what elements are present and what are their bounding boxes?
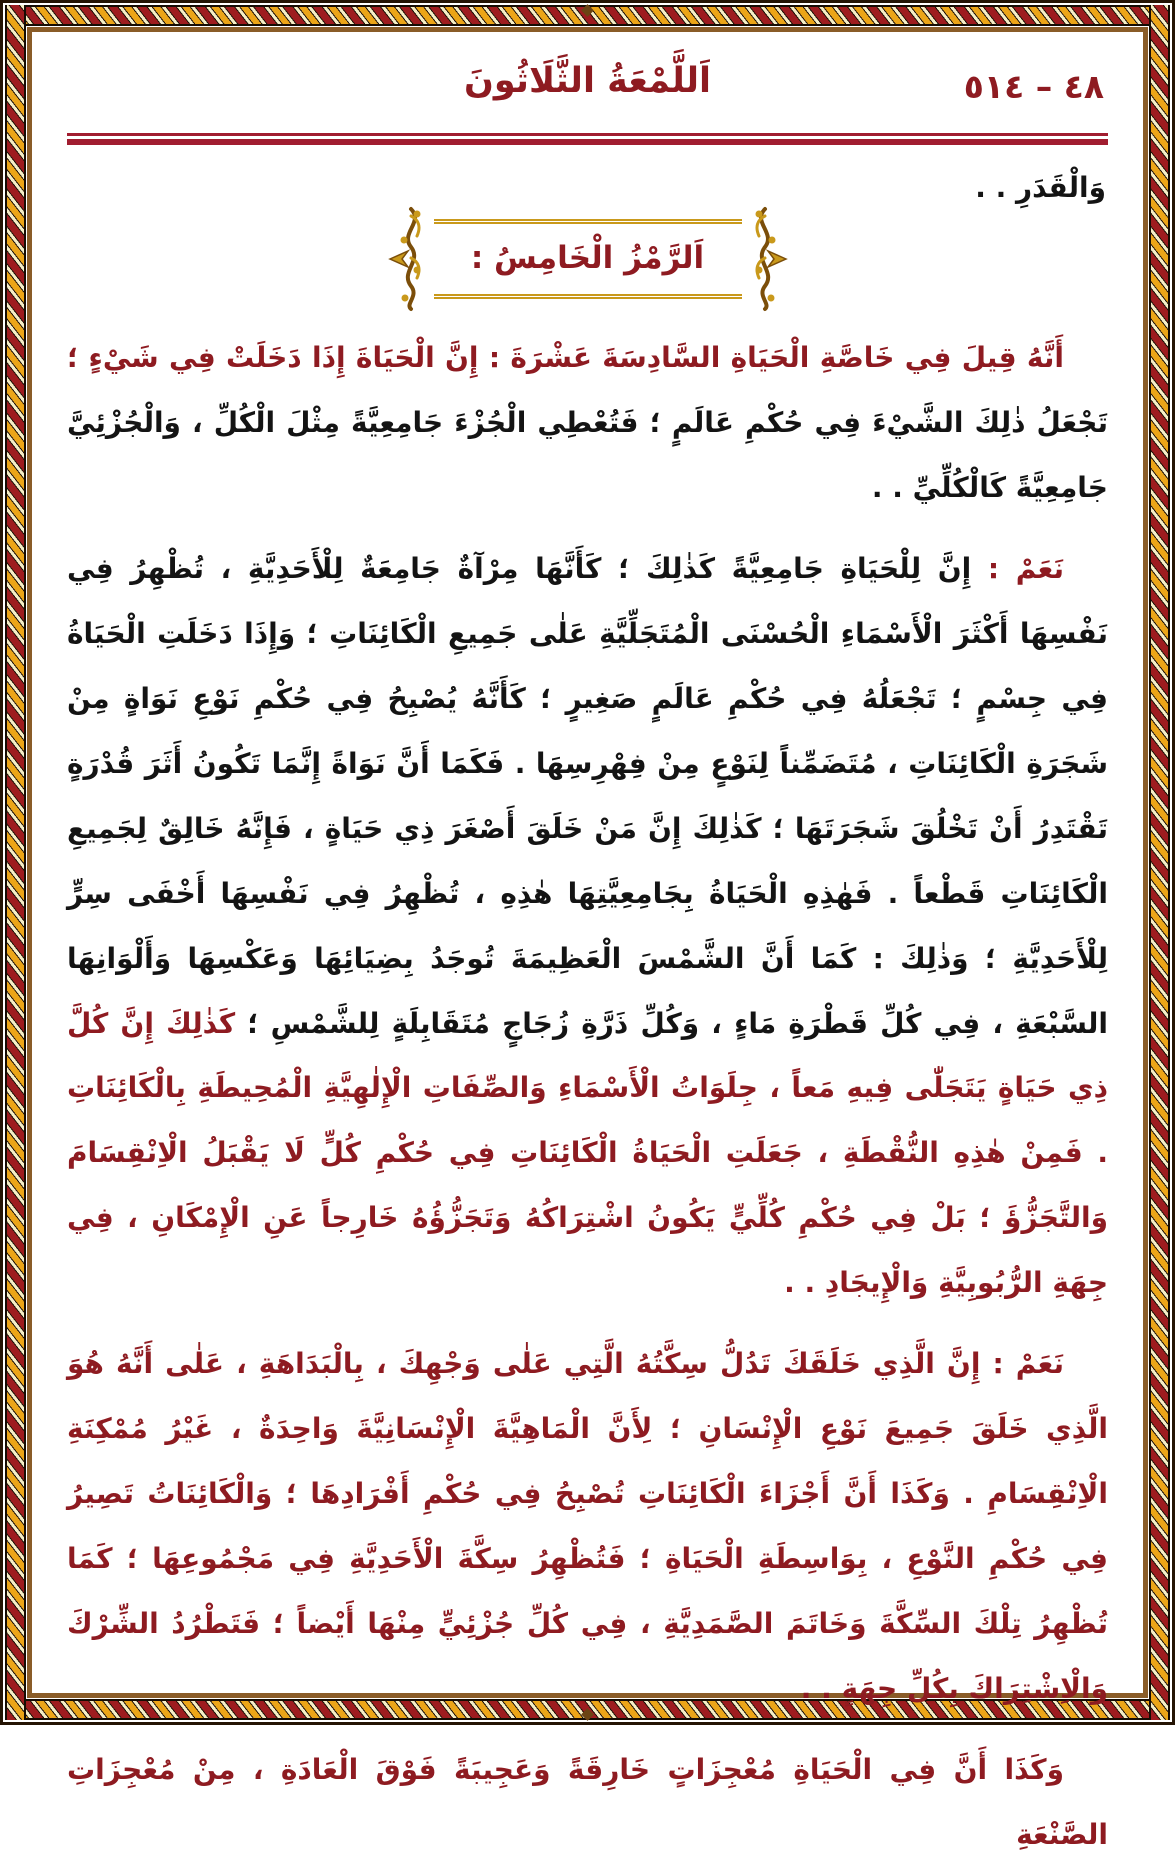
header-divider bbox=[67, 133, 1108, 145]
paragraph bbox=[67, 1332, 1108, 1722]
section-heading: اَلرَّمْزُ الْخَامِسُ : bbox=[470, 240, 705, 276]
border-chain-right bbox=[1149, 5, 1170, 1720]
floral-ornament-icon bbox=[388, 206, 434, 312]
text-segment-red: أَنَّهُ قِيلَ فِي خَاصَّةِ الْحَيَاةِ السَّادِسَةَ عَشْرَةَ : إِنَّ الْحَيَاةَ إِذَا دَخَلَتْ فِي شَيْءٍ ؛ bbox=[67, 341, 1064, 374]
text-segment-red: نَعَمْ : إِنَّ الَّذِي خَلَقَكَ تَدُلُّ سِكَّتُهُ الَّتِي عَلٰى وَجْهِكَ ، بِالْبَدَاهَةِ ، عَلٰى أَنَّهُ هُوَ الَّذِي خَلَقَ جَمِيعَ نَوْعِ الْإِنْسَانِ ؛ لِأَنَّ الْمَاهِيَّةَ الْإِنْسَانِيَّةَ وَاحِدَةٌ ، غَيْرُ مُمْكِنَةِ الْاِنْقِسَامِ . وَكَذَا أَنَّ أَجْزَاءَ الْكَائِنَاتِ تُصْبِحُ فِي حُكْمِ أَفْرَادِهَا ؛ وَالْكَائِنَاتُ تَصِيرُ فِي حُكْمِ النَّوْعِ ، بِوَاسِطَةِ الْحَيَاةِ ؛ فَتُظْهِرُ سِكَّةَ الْأَحَدِيَّةِ فِي مَجْمُوعِهَا ؛ كَمَا تُظْهِرُ تِلْكَ السِّكَّةَ وَخَاتَمَ الصَّمَدِيَّةِ ، فِي كُلِّ جُزْئِيٍّ مِنْهَا أَيْضاً ؛ فَتَطْرُدُ الشِّرْكَ وَالْاِشْتِرَاكَ بِكُلِّ جِهَةٍ . . bbox=[67, 1347, 1108, 1706]
text-segment-black: تَجْعَلُ ذٰلِكَ الشَّيْءَ فِي حُكْمِ عَالَمٍ ؛ فَتُعْطِي الْجُزْءَ جَامِعِيَّةً مِثْلَ الْكُلِّ ، وَالْجُزْئِيَّ جَامِعِيَّةً كَالْكُلِّيِّ . . bbox=[67, 405, 1108, 504]
continuation-line: وَالْقَدَرِ . . bbox=[975, 171, 1106, 204]
page-content bbox=[67, 53, 1108, 1851]
text-segment-red: كَذٰلِكَ إِنَّ كُلَّ ذِي حَيَاةٍ يَتَجَلّٰى فِيهِ مَعاً ، جِلَوَاتُ الْأَسْمَاءِ وَالصِّفَاتِ الْإِلٰهِيَّةِ الْمُحِيطَةِ بِالْكَائِنَاتِ . فَمِنْ هٰذِهِ النُّقْطَةِ ، جَعَلَتِ الْحَيَاةُ الْكَائِنَاتِ فِي حُكْمِ كُلٍّ لَا يَقْبَلُ الْاِنْقِسَامَ وَالتَّجَزُّؤَ ؛ بَلْ فِي حُكْمِ كُلِّيٍّ يَكُونُ اشْتِرَاكُهُ وَتَجَزُّؤُهُ خَارِجاً عَنِ الْإِمْكَانِ ، فِي جِهَةِ الرُّبُوبِيَّةِ وَالْإِيجَادِ . . bbox=[67, 1006, 1108, 1300]
floral-ornament-icon bbox=[742, 206, 788, 312]
section-heading-frame bbox=[434, 219, 742, 299]
paragraph bbox=[67, 1738, 1108, 1868]
text-segment-red: نَعَمْ : bbox=[971, 551, 1065, 585]
paragraphs bbox=[67, 326, 1108, 1868]
paragraph bbox=[67, 537, 1108, 1316]
paragraph bbox=[67, 326, 1108, 521]
divider-thin-rule bbox=[67, 133, 1108, 136]
page-header bbox=[67, 53, 1108, 119]
page-numbers: ٤٨ – ٥١٤ bbox=[963, 67, 1104, 106]
section-heading-box bbox=[388, 206, 788, 312]
page-title: اَللَّمْعَةُ الثَّلَاثُونَ bbox=[463, 61, 712, 101]
divider-thick-rule bbox=[67, 139, 1108, 145]
border-center-ornament-top bbox=[581, 4, 594, 17]
text-segment-black: إِنَّ لِلْحَيَاةِ جَامِعِيَّةً كَذٰلِكَ ؛ كَأَنَّهَا مِرْآةٌ جَامِعَةٌ لِلْأَحَدِيَّةِ ، تُظْهِرُ فِي نَفْسِهَا أَكْثَرَ الْأَسْمَاءِ الْحُسْنَى الْمُتَجَلِّيَّةِ عَلٰى جَمِيعِ الْكَائِنَاتِ ؛ وَإِذَا دَخَلَتِ الْحَيَاةُ فِي جِسْمٍ ؛ تَجْعَلُهُ فِي حُكْمِ عَالَمٍ صَغِيرٍ ؛ كَأَنَّهُ يُصْبِحُ فِي حُكْمِ نَوْعِ نَوَاةٍ مِنْ شَجَرَةِ الْكَائِنَاتِ ، مُتَضَمِّناً لِنَوْعٍ مِنْ فِهْرِسِهَا . فَكَمَا أَنَّ نَوَاةً إِنَّمَا تَكُونُ أَثَرَ قُدْرَةٍ تَقْتَدِرُ أَنْ تَخْلُقَ شَجَرَتَهَا ؛ كَذٰلِكَ إِنَّ مَنْ خَلَقَ أَصْغَرَ ذِي حَيَاةٍ ، فَإِنَّهُ خَالِقٌ لِجَمِيعِ الْكَائِنَاتِ قَطْعاً . فَهٰذِهِ الْحَيَاةُ بِجَامِعِيَّتِهَا هٰذِهِ ، تُظْهِرُ فِي نَفْسِهَا أَخْفَى سِرٍّ لِلْأَحَدِيَّةِ ؛ وَذٰلِكَ : كَمَا أَنَّ الشَّمْسَ الْعَظِيمَةَ تُوجَدُ بِضِيَائِهَا وَعَكْسِهَا وَأَلْوَانِهَا السَّبْعَةِ ، فِي كُلِّ قَطْرَةِ مَاءٍ ، وَكُلِّ ذَرَّةِ زُجَاجٍ مُتَقَابِلَةٍ لِلشَّمْسِ ؛ bbox=[67, 551, 1108, 1040]
border-chain-left bbox=[5, 5, 26, 1720]
text-segment-red: وَكَذَا أَنَّ فِي الْحَيَاةِ مُعْجِزَاتٍ خَارِقَةً وَعَجِيبَةً فَوْقَ الْعَادَةِ ، مِنْ مُعْجِزَاتِ الصَّنْعَةِ bbox=[67, 1753, 1108, 1851]
border-chain-top bbox=[5, 5, 1170, 26]
